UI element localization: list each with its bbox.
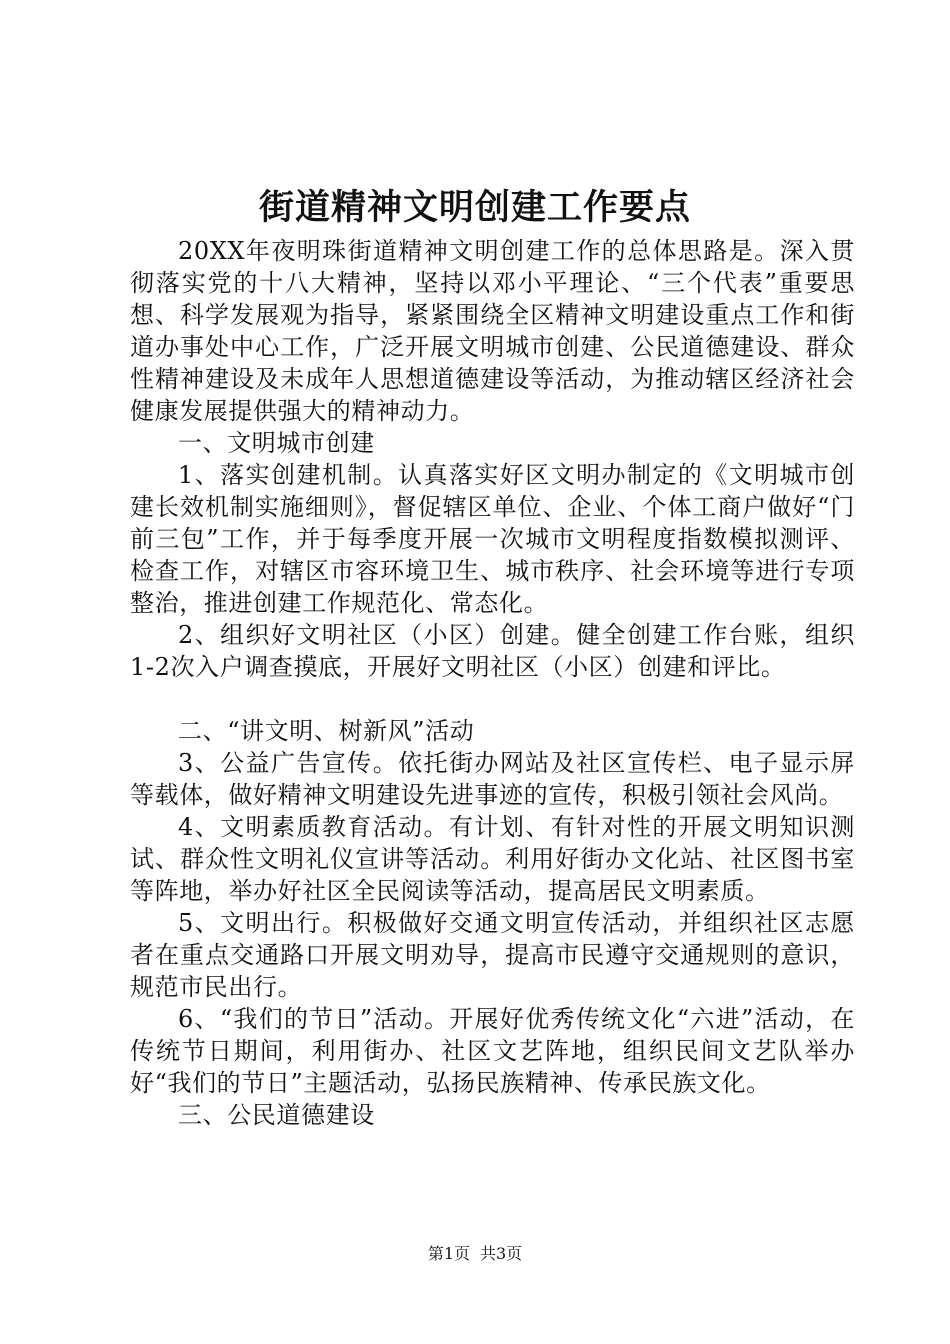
body-paragraph: 5、文明出行。积极做好交通文明宣传活动，并组织社区志愿者在重点交通路口开展文明劝导，提高市民遵守交通规则的意识，规范市民出行。 <box>130 909 855 1001</box>
body-paragraph: 1、落实创建机制。认真落实好区文明办制定的《文明城市创建长效机制实施细则》，督促辖区单位、企业、个体工商户做好“门前三包”工作，并于每季度开展一次城市文明程度指数模拟测评、检查工作，对辖区市容环境卫生、城市秩序、社会环境等进行专项整治，推进创建工作规范化、常态化。 <box>130 461 855 617</box>
page-total: 共3页 <box>480 1244 523 1263</box>
body-paragraph: 6、“我们的节日”活动。开展好优秀传统文化“六进”活动，在传统节日期间，利用街办、社区文艺阵地，组织民间文艺队举办好“我们的节日”主题活动，弘扬民族精神、传承民族文化。 <box>130 1005 855 1097</box>
section-heading-2: 二、“讲文明、树新风”活动 <box>178 717 475 745</box>
body-paragraph: 3、公益广告宣传。依托街办网站及社区宣传栏、电子显示屏等载体，做好精神文明建设先进事迹的宣传，积极引领社会风尚。 <box>130 749 855 809</box>
intro-paragraph: 20XX年夜明珠街道精神文明创建工作的总体思路是。深入贯彻落实党的十八大精神，坚持以邓小平理论、“三个代表”重要思想、科学发展观为指导，紧紧围绕全区精神文明建设重点工作和街道办事处中心工作，广泛开展文明城市创建、公民道德建设、群众性精神建设及未成年人思想道德建设等活动，为推动辖区经济社会健康发展提供强大的精神动力。 <box>130 237 855 425</box>
document-body <box>130 235 855 1131</box>
section-heading-3: 三、公民道德建设 <box>178 1101 375 1129</box>
body-paragraph: 4、文明素质教育活动。有计划、有针对性的开展文明知识测试、群众性文明礼仪宣讲等活动。利用好街办文化站、社区图书室等阵地，举办好社区全民阅读等活动，提高居民文明素质。 <box>130 813 855 905</box>
document-title: 街道精神文明创建工作要点 <box>258 187 691 228</box>
body-paragraph: 2、组织好文明社区（小区）创建。健全创建工作台账，组织1-2次入户调查摸底，开展好文明社区（小区）创建和评比。 <box>130 621 855 681</box>
section-heading-1: 一、文明城市创建 <box>178 429 375 457</box>
page-number: 第1页 <box>427 1244 470 1263</box>
page-footer <box>0 1244 950 1264</box>
